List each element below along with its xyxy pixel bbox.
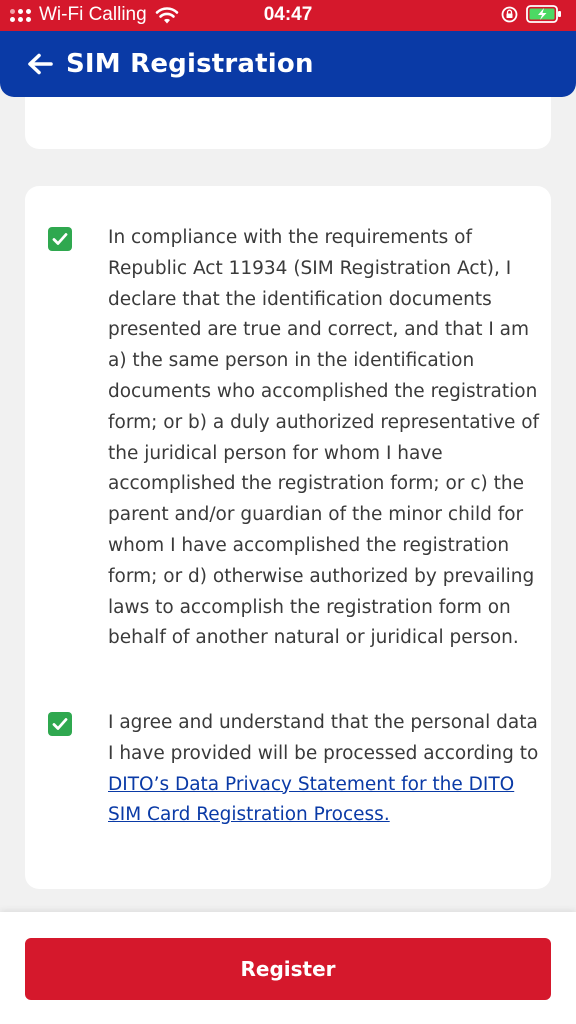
checkmark-icon bbox=[52, 232, 68, 246]
footer bbox=[0, 912, 576, 1024]
register-button[interactable]: Register bbox=[25, 938, 551, 1000]
privacy-checkbox[interactable] bbox=[48, 712, 72, 736]
battery-charging-icon bbox=[526, 4, 562, 24]
back-button[interactable] bbox=[16, 40, 64, 88]
checkmark-icon bbox=[52, 717, 68, 731]
privacy-consent-prefix: I agree and understand that the personal data I have provided will be processed according to bbox=[108, 712, 539, 764]
privacy-statement-link[interactable]: DITO’s Data Privacy Statement for the DITO SIM Card Registration Process. bbox=[108, 773, 515, 826]
compliance-text: In compliance with the requirements of Republic Act 11934 (SIM Registration Act), I declare that the identification documents presented are true and correct, and that I am a) the same person in the identification documents who accomplished the registration form; or b) a duly authorized representative of the juridical person for whom I have accomplished the registration form; or c) the parent and/or guardian of the minor child for whom I have accomplished the registration form; or d) otherwise authorized by prevailing laws to accomplish the registration form on behalf of another natural or juridical person. bbox=[108, 227, 540, 649]
status-bar bbox=[0, 0, 576, 31]
status-time: 04:47 bbox=[263, 4, 313, 25]
compliance-checkbox[interactable] bbox=[48, 227, 72, 251]
consent-card bbox=[25, 186, 551, 889]
carrier-label: Wi-Fi Calling bbox=[39, 4, 147, 25]
app-header bbox=[0, 31, 576, 97]
arrow-left-icon bbox=[27, 53, 53, 75]
previous-card bbox=[25, 97, 551, 149]
status-right bbox=[501, 4, 562, 24]
page-title: SIM Registration bbox=[66, 49, 314, 79]
privacy-consent-text bbox=[108, 708, 540, 831]
rotation-lock-icon bbox=[501, 6, 518, 23]
